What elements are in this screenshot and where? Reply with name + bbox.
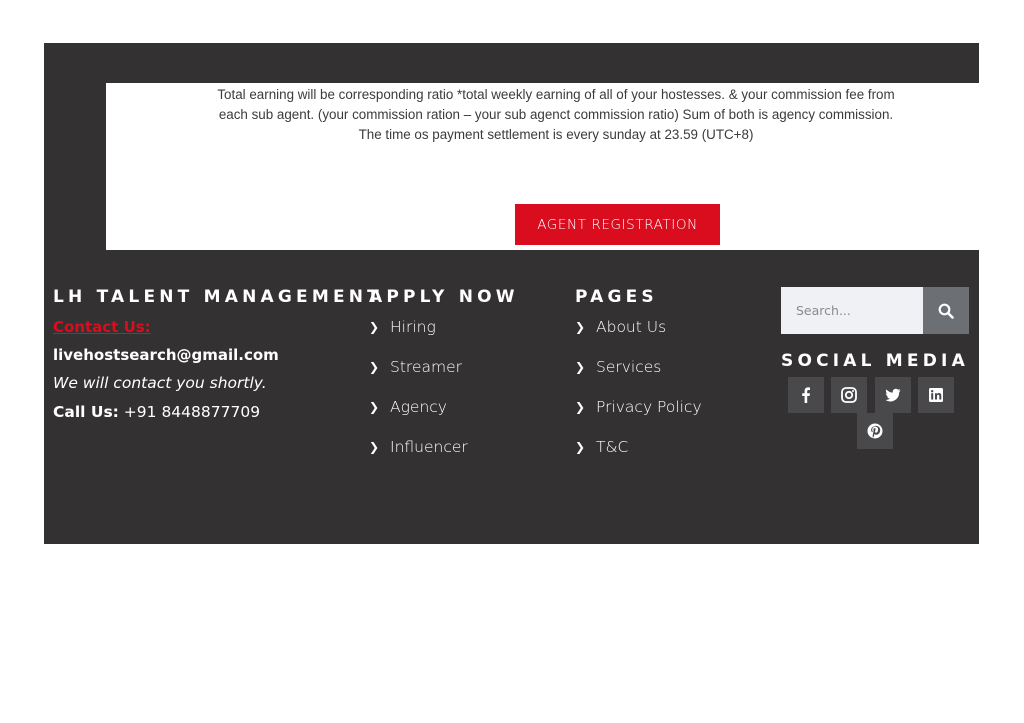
page-link-label: T&C bbox=[596, 438, 629, 456]
chevron-right-icon: ❯ bbox=[575, 320, 586, 334]
apply-link-label: Hiring bbox=[390, 318, 436, 336]
apply-now-title: APPLY NOW bbox=[369, 287, 519, 307]
page-link-label: Services bbox=[596, 358, 662, 376]
search-button[interactable] bbox=[923, 287, 969, 334]
apply-link-label: Influencer bbox=[390, 438, 468, 456]
linkedin-button[interactable] bbox=[918, 377, 954, 413]
pinterest-button[interactable] bbox=[857, 413, 893, 449]
chevron-right-icon: ❯ bbox=[575, 440, 586, 454]
twitter-icon bbox=[884, 386, 902, 404]
brand-title: LH TALENT MANAGEMENT bbox=[53, 287, 383, 307]
chevron-right-icon: ❯ bbox=[575, 360, 586, 374]
search-icon bbox=[938, 303, 954, 319]
search-form bbox=[781, 287, 969, 334]
phone-number: +91 8448877709 bbox=[118, 403, 261, 421]
page-link-label: Privacy Policy bbox=[596, 398, 702, 416]
page-link-privacy-policy[interactable] bbox=[575, 398, 702, 416]
contact-note: We will contact you shortly. bbox=[53, 374, 267, 392]
instagram-button[interactable] bbox=[831, 377, 867, 413]
search-input[interactable] bbox=[781, 287, 923, 334]
contact-email: livehostsearch@gmail.com bbox=[53, 346, 279, 364]
chevron-right-icon: ❯ bbox=[575, 400, 586, 414]
facebook-button[interactable] bbox=[788, 377, 824, 413]
chevron-right-icon: ❯ bbox=[369, 360, 380, 374]
contact-us-link[interactable]: Contact Us: bbox=[53, 318, 151, 336]
call-us-line bbox=[53, 403, 260, 421]
call-us-label: Call Us: bbox=[53, 403, 119, 421]
commission-info-card bbox=[106, 83, 1005, 250]
chevron-right-icon: ❯ bbox=[369, 320, 380, 334]
apply-link-agency[interactable] bbox=[369, 398, 447, 416]
linkedin-icon bbox=[927, 386, 945, 404]
apply-link-streamer[interactable] bbox=[369, 358, 462, 376]
pinterest-icon bbox=[866, 422, 884, 440]
apply-link-label: Agency bbox=[390, 398, 447, 416]
page-link-label: About Us bbox=[596, 318, 667, 336]
pages-title: PAGES bbox=[575, 287, 658, 307]
social-media-title: SOCIAL MEDIA bbox=[781, 351, 969, 371]
page-link-about-us[interactable] bbox=[575, 318, 666, 336]
apply-link-hiring[interactable] bbox=[369, 318, 436, 336]
twitter-button[interactable] bbox=[875, 377, 911, 413]
page-link-services[interactable] bbox=[575, 358, 661, 376]
page-link-terms[interactable] bbox=[575, 438, 628, 456]
apply-link-label: Streamer bbox=[390, 358, 462, 376]
commission-paragraph: Total earning will be corresponding ratio *total weekly earning of all of your hostesses. & your commission fee from each sub agent. (your commission ration – your sub agenct commission ratio) Sum of both is agency commission. The time os payment settlement is every sunday at 23.59 (UTC+8) bbox=[217, 87, 895, 142]
agent-registration-button[interactable]: AGENT REGISTRATION bbox=[515, 204, 720, 245]
instagram-icon bbox=[840, 386, 858, 404]
apply-link-influencer[interactable] bbox=[369, 438, 468, 456]
chevron-right-icon: ❯ bbox=[369, 400, 380, 414]
facebook-icon bbox=[797, 386, 815, 404]
chevron-right-icon: ❯ bbox=[369, 440, 380, 454]
